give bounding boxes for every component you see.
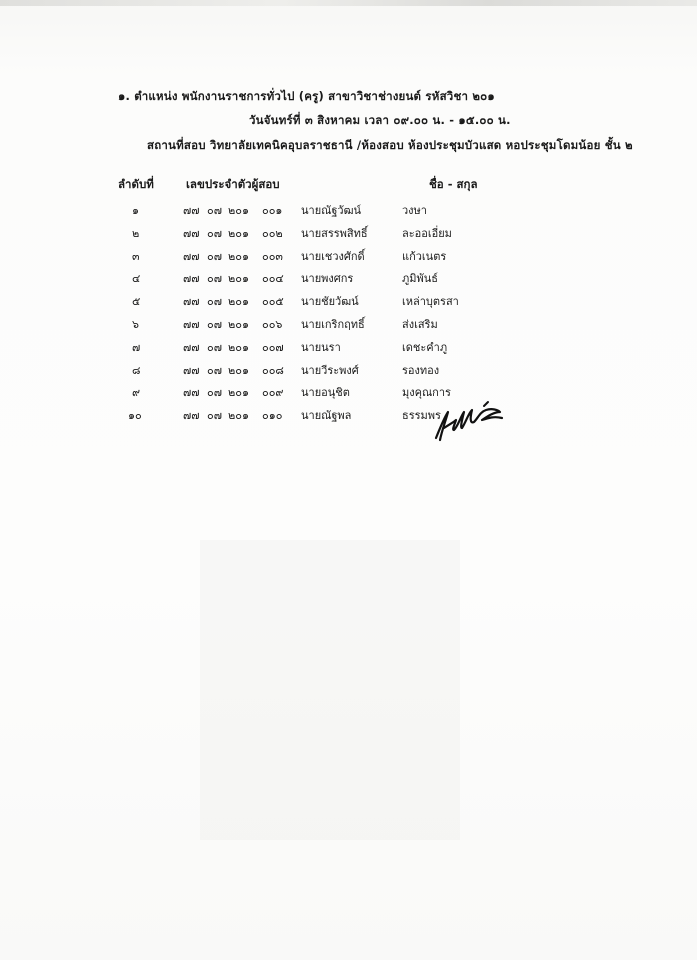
table-row <box>0 380 697 403</box>
order-number: ๑๐ <box>128 409 142 423</box>
exam-id-part-1: ๗๗ <box>183 317 200 331</box>
position-heading: ๑. ตำแหน่ง พนักงานราชการทั่วไป (ครู) สาขาวิชาช่างยนต์ รหัสวิชา ๒๐๑ <box>118 89 495 103</box>
exam-id-part-2: ๐๗ <box>207 272 222 286</box>
order-number: ๙ <box>132 386 141 400</box>
order-number: ๓ <box>132 249 140 263</box>
exam-id-part-4: ๐๐๑ <box>262 204 283 217</box>
exam-id-part-2: ๐๗ <box>207 317 222 331</box>
exam-id-part-4: ๐๑๐ <box>262 409 283 423</box>
last-name: เดชะคำภู <box>402 340 448 354</box>
exam-id-part-4: ๐๐๗ <box>262 340 284 354</box>
exam-id-part-1: ๗๗ <box>183 249 200 263</box>
exam-id-part-3: ๒๐๑ <box>228 386 249 400</box>
first-name: นายวีระพงศ์ <box>301 363 359 377</box>
last-name: มุงคุณการ <box>402 386 451 400</box>
exam-id-part-2: ๐๗ <box>207 249 222 263</box>
exam-id-part-2: ๐๗ <box>207 386 222 400</box>
exam-id-part-3: ๒๐๑ <box>228 363 249 377</box>
first-name: นายชัยวัฒน์ <box>301 295 359 309</box>
order-number: ๔ <box>132 272 141 286</box>
exam-id-part-1: ๗๗ <box>183 409 200 423</box>
last-name: ละออเอี่ยม <box>402 226 452 240</box>
exam-id-part-3: ๒๐๑ <box>228 295 249 309</box>
exam-id-part-1: ๗๗ <box>183 363 200 377</box>
first-name: นายณัฐวัฒน์ <box>301 204 362 217</box>
exam-id-part-3: ๒๐๑ <box>228 409 249 423</box>
exam-id-part-3: ๒๐๑ <box>228 249 249 263</box>
last-name: ธรรมพร <box>402 409 441 423</box>
last-name: ส่งเสริม <box>402 317 438 331</box>
column-header-order: ลำดับที่ <box>118 177 154 191</box>
exam-id-part-3: ๒๐๑ <box>228 340 249 354</box>
exam-id-part-1: ๗๗ <box>183 386 200 400</box>
exam-id-part-4: ๐๐๓ <box>262 249 283 263</box>
exam-id-part-2: ๐๗ <box>207 340 222 354</box>
first-name: นายนรา <box>301 340 341 354</box>
exam-id-part-1: ๗๗ <box>183 272 200 286</box>
exam-id-part-1: ๗๗ <box>183 295 200 309</box>
column-header-exam-id: เลขประจำตัวผู้สอบ <box>186 177 280 191</box>
exam-id-part-2: ๐๗ <box>207 409 222 423</box>
table-row <box>0 358 697 381</box>
exam-id-part-4: ๐๐๒ <box>262 226 283 240</box>
last-name: เหล่าบุตรสา <box>402 295 459 309</box>
exam-id-part-4: ๐๐๖ <box>262 317 283 331</box>
order-number: ๖ <box>132 317 139 331</box>
first-name: นายณัฐพล <box>301 409 352 423</box>
order-number: ๗ <box>132 340 141 354</box>
scan-artifact <box>200 540 460 840</box>
exam-id-part-3: ๒๐๑ <box>228 272 249 286</box>
first-name: นายเกริกฤทธิ์ <box>301 317 365 331</box>
exam-id-part-4: ๐๐๕ <box>262 295 284 309</box>
handwritten-signature <box>430 398 506 444</box>
last-name: รองทอง <box>402 363 440 377</box>
column-header-name: ชื่อ - สกุล <box>429 177 478 191</box>
first-name: นายพงศกร <box>301 272 354 286</box>
exam-id-part-2: ๐๗ <box>207 295 222 309</box>
exam-id-part-3: ๒๐๑ <box>228 226 249 240</box>
exam-id-part-1: ๗๗ <box>183 204 200 217</box>
first-name: นายอนุชิต <box>301 386 350 400</box>
table-row <box>0 198 697 221</box>
order-number: ๒ <box>132 226 140 240</box>
table-row <box>0 335 697 358</box>
table-row <box>0 244 697 267</box>
table-row <box>0 289 697 312</box>
exam-id-part-4: ๐๐๔ <box>262 272 284 286</box>
exam-id-part-2: ๐๗ <box>207 204 222 217</box>
candidate-list <box>0 198 697 426</box>
last-name: ภูมิพันธ์ <box>402 272 438 286</box>
order-number: ๕ <box>132 295 141 309</box>
table-row <box>0 403 697 426</box>
exam-id-part-3: ๒๐๑ <box>228 204 249 217</box>
order-number: ๘ <box>132 363 141 377</box>
exam-id-part-2: ๐๗ <box>207 226 222 240</box>
scan-edge <box>0 0 697 6</box>
first-name: นายเชวงศักดิ์ <box>301 249 365 263</box>
exam-id-part-1: ๗๗ <box>183 226 200 240</box>
exam-id-part-3: ๒๐๑ <box>228 317 249 331</box>
first-name: นายสรรพสิทธิ์ <box>301 226 368 240</box>
exam-venue: สถานที่สอบ วิทยาลัยเทคนิคอุบลราชธานี /ห้องสอบ ห้องประชุมบัวแสด หอประชุมโดมน้อย ชั้น ๒ <box>147 138 633 152</box>
exam-id-part-2: ๐๗ <box>207 363 222 377</box>
exam-date-time: วันจันทร์ที่ ๓ สิงหาคม เวลา ๐๙.๐๐ น. - ๑๕.๐๐ น. <box>249 113 511 127</box>
exam-id-part-4: ๐๐๙ <box>262 386 284 400</box>
order-number: ๑ <box>132 204 139 217</box>
last-name: แก้วเนตร <box>402 249 447 263</box>
table-row <box>0 221 697 244</box>
table-row <box>0 312 697 335</box>
exam-id-part-1: ๗๗ <box>183 340 200 354</box>
exam-id-part-4: ๐๐๘ <box>262 363 284 377</box>
last-name: วงษา <box>402 204 427 217</box>
table-row <box>0 266 697 289</box>
